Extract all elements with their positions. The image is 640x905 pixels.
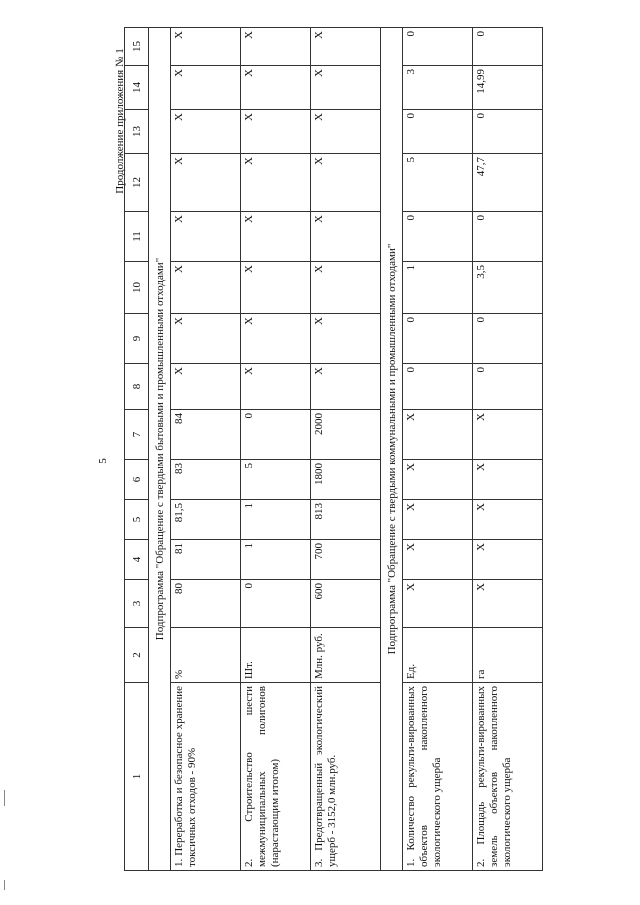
rotated-table-wrapper [124,28,544,871]
scan-mark [4,790,5,806]
value-cell: X [473,500,543,540]
value-cell: X [403,540,473,580]
value-cell: 700 [311,540,381,580]
value-cell: 0 [473,110,543,154]
value-cell: 81,5 [171,500,241,540]
value-cell: 5 [241,460,311,500]
value-cell: X [311,66,381,110]
value-cell: 80 [171,580,241,628]
unit-cell: га [473,628,543,683]
value-cell: X [311,154,381,212]
value-cell: X [473,540,543,580]
indicator-name: 2. Строительство шести межмуниципальных полигонов (нарастающим итогом) [241,683,311,871]
subprogram-row [381,28,403,871]
value-cell: X [311,28,381,66]
column-number: 1 [125,683,149,871]
scan-mark [4,880,5,890]
value-cell: X [473,460,543,500]
value-cell: X [241,212,311,262]
value-cell: X [171,28,241,66]
value-cell: 0 [241,410,311,460]
table-row [311,28,381,871]
value-cell: 813 [311,500,381,540]
unit-cell: % [171,628,241,683]
subprogram-row [149,28,171,871]
value-cell: 600 [311,580,381,628]
value-cell: X [403,580,473,628]
page-number: 5 [96,458,109,464]
value-cell: X [311,314,381,364]
value-cell: X [403,500,473,540]
subprogram-title: Подпрограмма "Обращение с твердыми бытовыми и промышленными отходами" [149,28,171,871]
column-number: 12 [125,154,149,212]
value-cell: 0 [403,110,473,154]
value-cell: X [171,154,241,212]
table-row [171,28,241,871]
value-cell: X [311,110,381,154]
value-cell: X [311,212,381,262]
indicator-name: 3. Предотвращенный экологический ущерб - 3152,0 млн.руб. [311,683,381,871]
value-cell: X [241,154,311,212]
value-cell: 1 [241,540,311,580]
value-cell: X [241,28,311,66]
value-cell: 2000 [311,410,381,460]
value-cell: 5 [403,154,473,212]
value-cell: X [241,364,311,410]
column-number-row [125,28,149,871]
column-number: 8 [125,364,149,410]
column-number: 6 [125,460,149,500]
value-cell: X [171,314,241,364]
column-number: 15 [125,28,149,66]
column-number: 10 [125,262,149,314]
value-cell: 1 [403,262,473,314]
value-cell: X [241,110,311,154]
table-body [125,28,543,871]
value-cell: X [311,364,381,410]
value-cell: X [171,262,241,314]
value-cell: X [171,212,241,262]
column-number: 7 [125,410,149,460]
value-cell: X [473,410,543,460]
value-cell: 1800 [311,460,381,500]
value-cell: 3,5 [473,262,543,314]
indicator-name: 1. Переработка и безопасное хранение токсичных отходов - 90% [171,683,241,871]
table-row [403,28,473,871]
value-cell: X [473,580,543,628]
column-number: 14 [125,66,149,110]
value-cell: 47,7 [473,154,543,212]
value-cell: 83 [171,460,241,500]
value-cell: 0 [473,212,543,262]
value-cell: 0 [403,314,473,364]
value-cell: X [171,110,241,154]
value-cell: 0 [473,28,543,66]
value-cell: 14,99 [473,66,543,110]
value-cell: X [241,314,311,364]
column-number: 3 [125,580,149,628]
column-number: 2 [125,628,149,683]
value-cell: X [171,364,241,410]
column-number: 5 [125,500,149,540]
table-row [473,28,543,871]
value-cell: 81 [171,540,241,580]
value-cell: 0 [241,580,311,628]
subprogram-title: Подпрограмма "Обращение с твердыми коммунальными и промышленными отходами" [381,28,403,871]
value-cell: 0 [403,212,473,262]
value-cell: X [403,460,473,500]
indicator-name: 1. Количество рекульти-вированных объектов накопленного экологического ущерба [403,683,473,871]
value-cell: X [311,262,381,314]
value-cell: 0 [473,364,543,410]
unit-cell: Млн. руб. [311,628,381,683]
value-cell: 1 [241,500,311,540]
table-row [241,28,311,871]
value-cell: X [403,410,473,460]
value-cell: 0 [403,364,473,410]
value-cell: X [241,66,311,110]
unit-cell: Ед. [403,628,473,683]
value-cell: 84 [171,410,241,460]
unit-cell: Шт. [241,628,311,683]
column-number: 13 [125,110,149,154]
column-number: 9 [125,314,149,364]
value-cell: X [241,262,311,314]
column-number: 11 [125,212,149,262]
value-cell: 0 [473,314,543,364]
indicator-name: 2. Площадь рекульти-вированных земель объектов накопленного экологического ущерба [473,683,543,871]
value-cell: X [171,66,241,110]
value-cell: 3 [403,66,473,110]
column-number: 4 [125,540,149,580]
value-cell: 0 [403,28,473,66]
appendix-note: Продолжение приложения № 1 [114,48,126,194]
indicators-table [124,27,543,871]
